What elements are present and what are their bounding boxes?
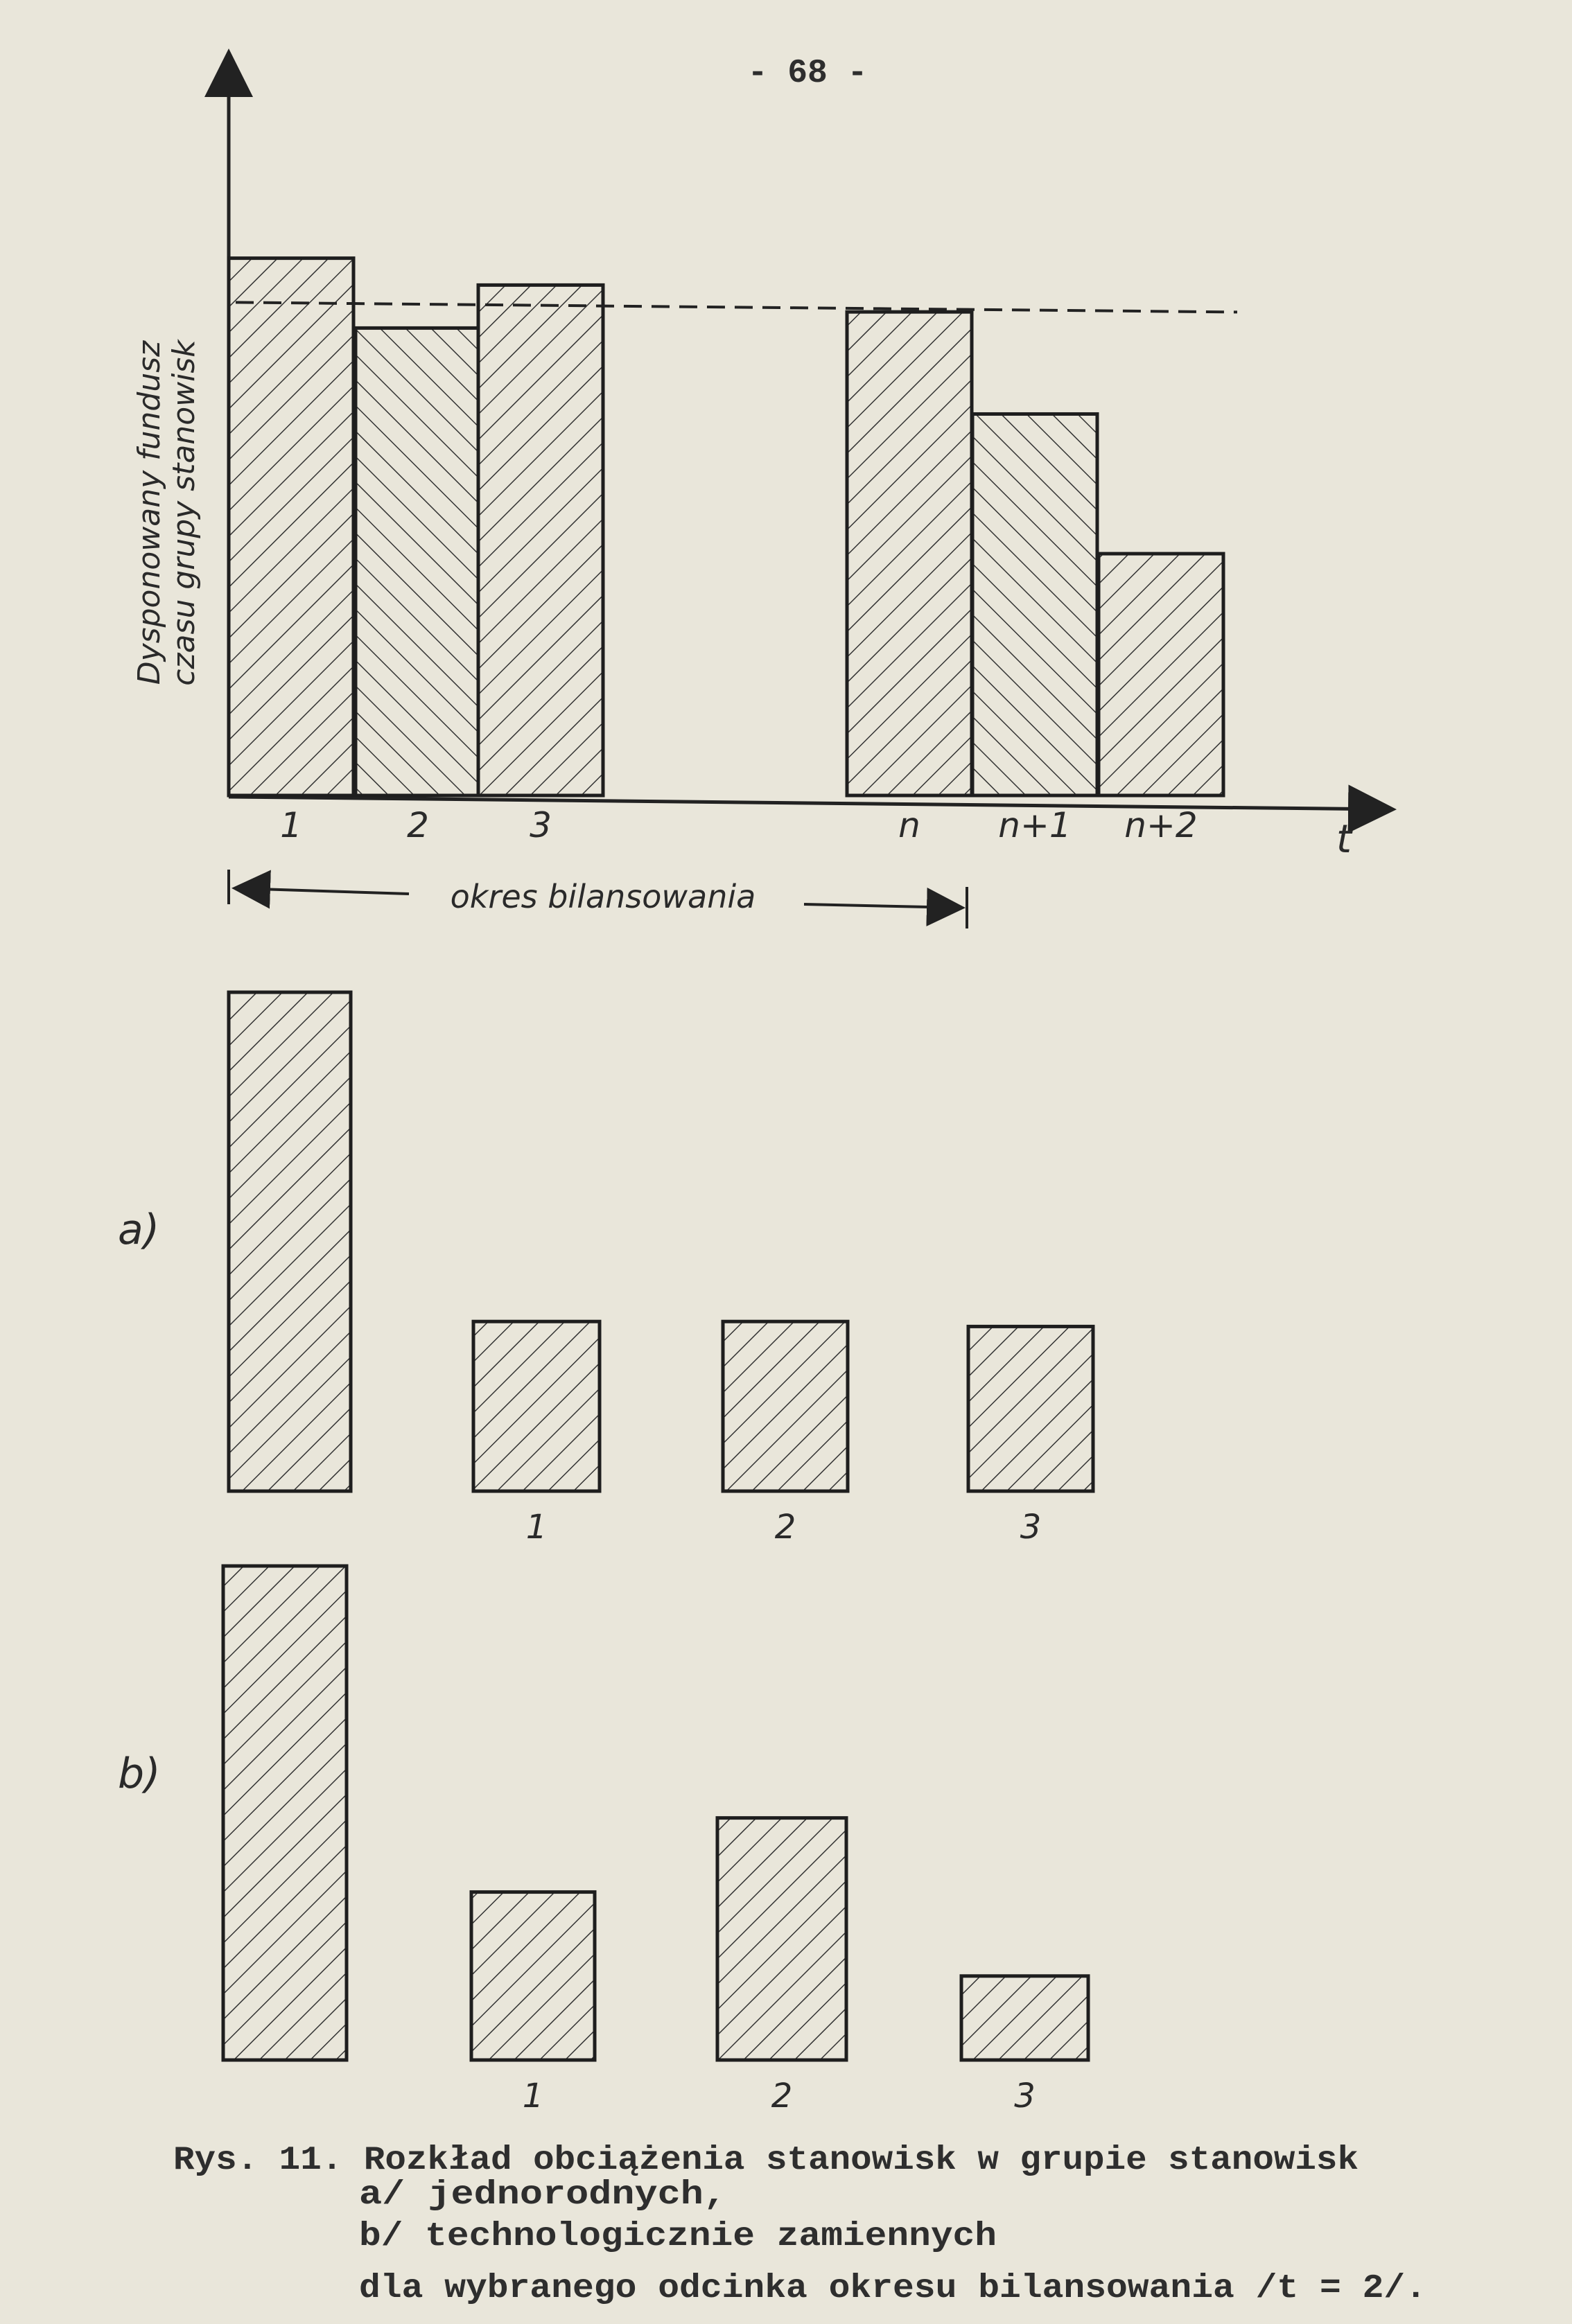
a-bar-3 [968,1326,1093,1491]
panel-b-label: b) [118,1750,161,1798]
top-bar-3 [478,285,603,795]
b-bar-3 [961,1976,1088,2060]
b-tick-1: 1 [522,2077,544,2115]
caption-line4: dla wybranego odcinka okresu bilansowania /t = 2/. [359,2270,1426,2307]
chart-top [132,55,1390,928]
y-axis-label-line2: czasu grupy stanowisk [166,340,202,686]
b-bar-1 [471,1892,595,2060]
top-bar-2 [356,328,480,795]
top-bar-n+2 [1099,554,1223,795]
y-axis-label-line1: Dysponowany fundusz [132,340,167,685]
top-bars [229,258,1223,795]
reference-line [236,302,1237,312]
top-tick-3: 3 [530,805,552,845]
chart-b [118,1566,1088,2115]
page-number: - 68 - [747,55,868,92]
a-bar-ref [229,992,351,1491]
top-tick-n+1: n+1 [998,805,1072,845]
top-tick-1: 1 [280,805,302,845]
caption-line2: a/ jednorodnych, [359,2176,726,2214]
a-tick-2: 2 [774,1508,796,1547]
b-tick-3: 3 [1014,2077,1036,2115]
period-arrow-left [237,888,409,894]
top-tick-2: 2 [407,805,429,845]
panel-a-label: a) [118,1206,160,1254]
a-tick-3: 3 [1020,1508,1042,1547]
top-tick-n+2: n+2 [1124,805,1198,845]
b-tick-labels [523,2077,1036,2115]
b-bar-ref [223,1566,347,2060]
a-bar-1 [473,1321,600,1491]
chart-a [118,992,1093,1547]
b-tick-2: 2 [771,2077,793,2115]
caption-line3: b/ technologicznie zamiennych [359,2218,997,2255]
a-bars [229,992,1093,1491]
x-axis-label: t [1336,817,1352,862]
top-tick-n: n [898,805,920,845]
a-bar-2 [723,1321,848,1491]
a-tick-labels [526,1508,1042,1547]
top-bar-n [847,312,972,795]
caption-line1: Rys. 11. Rozkład obciążenia stanowisk w grupie stanowisk [173,2142,1359,2179]
b-bars [223,1566,1088,2060]
period-arrow-right [804,904,960,908]
x-axis [229,797,1390,809]
top-bar-n+1 [972,414,1097,795]
top-bar-1 [229,258,353,795]
a-tick-1: 1 [525,1508,548,1547]
b-bar-2 [717,1818,846,2060]
top-tick-labels [280,805,1198,845]
period-label: okres bilansowania [450,878,756,915]
caption [173,2142,1426,2307]
